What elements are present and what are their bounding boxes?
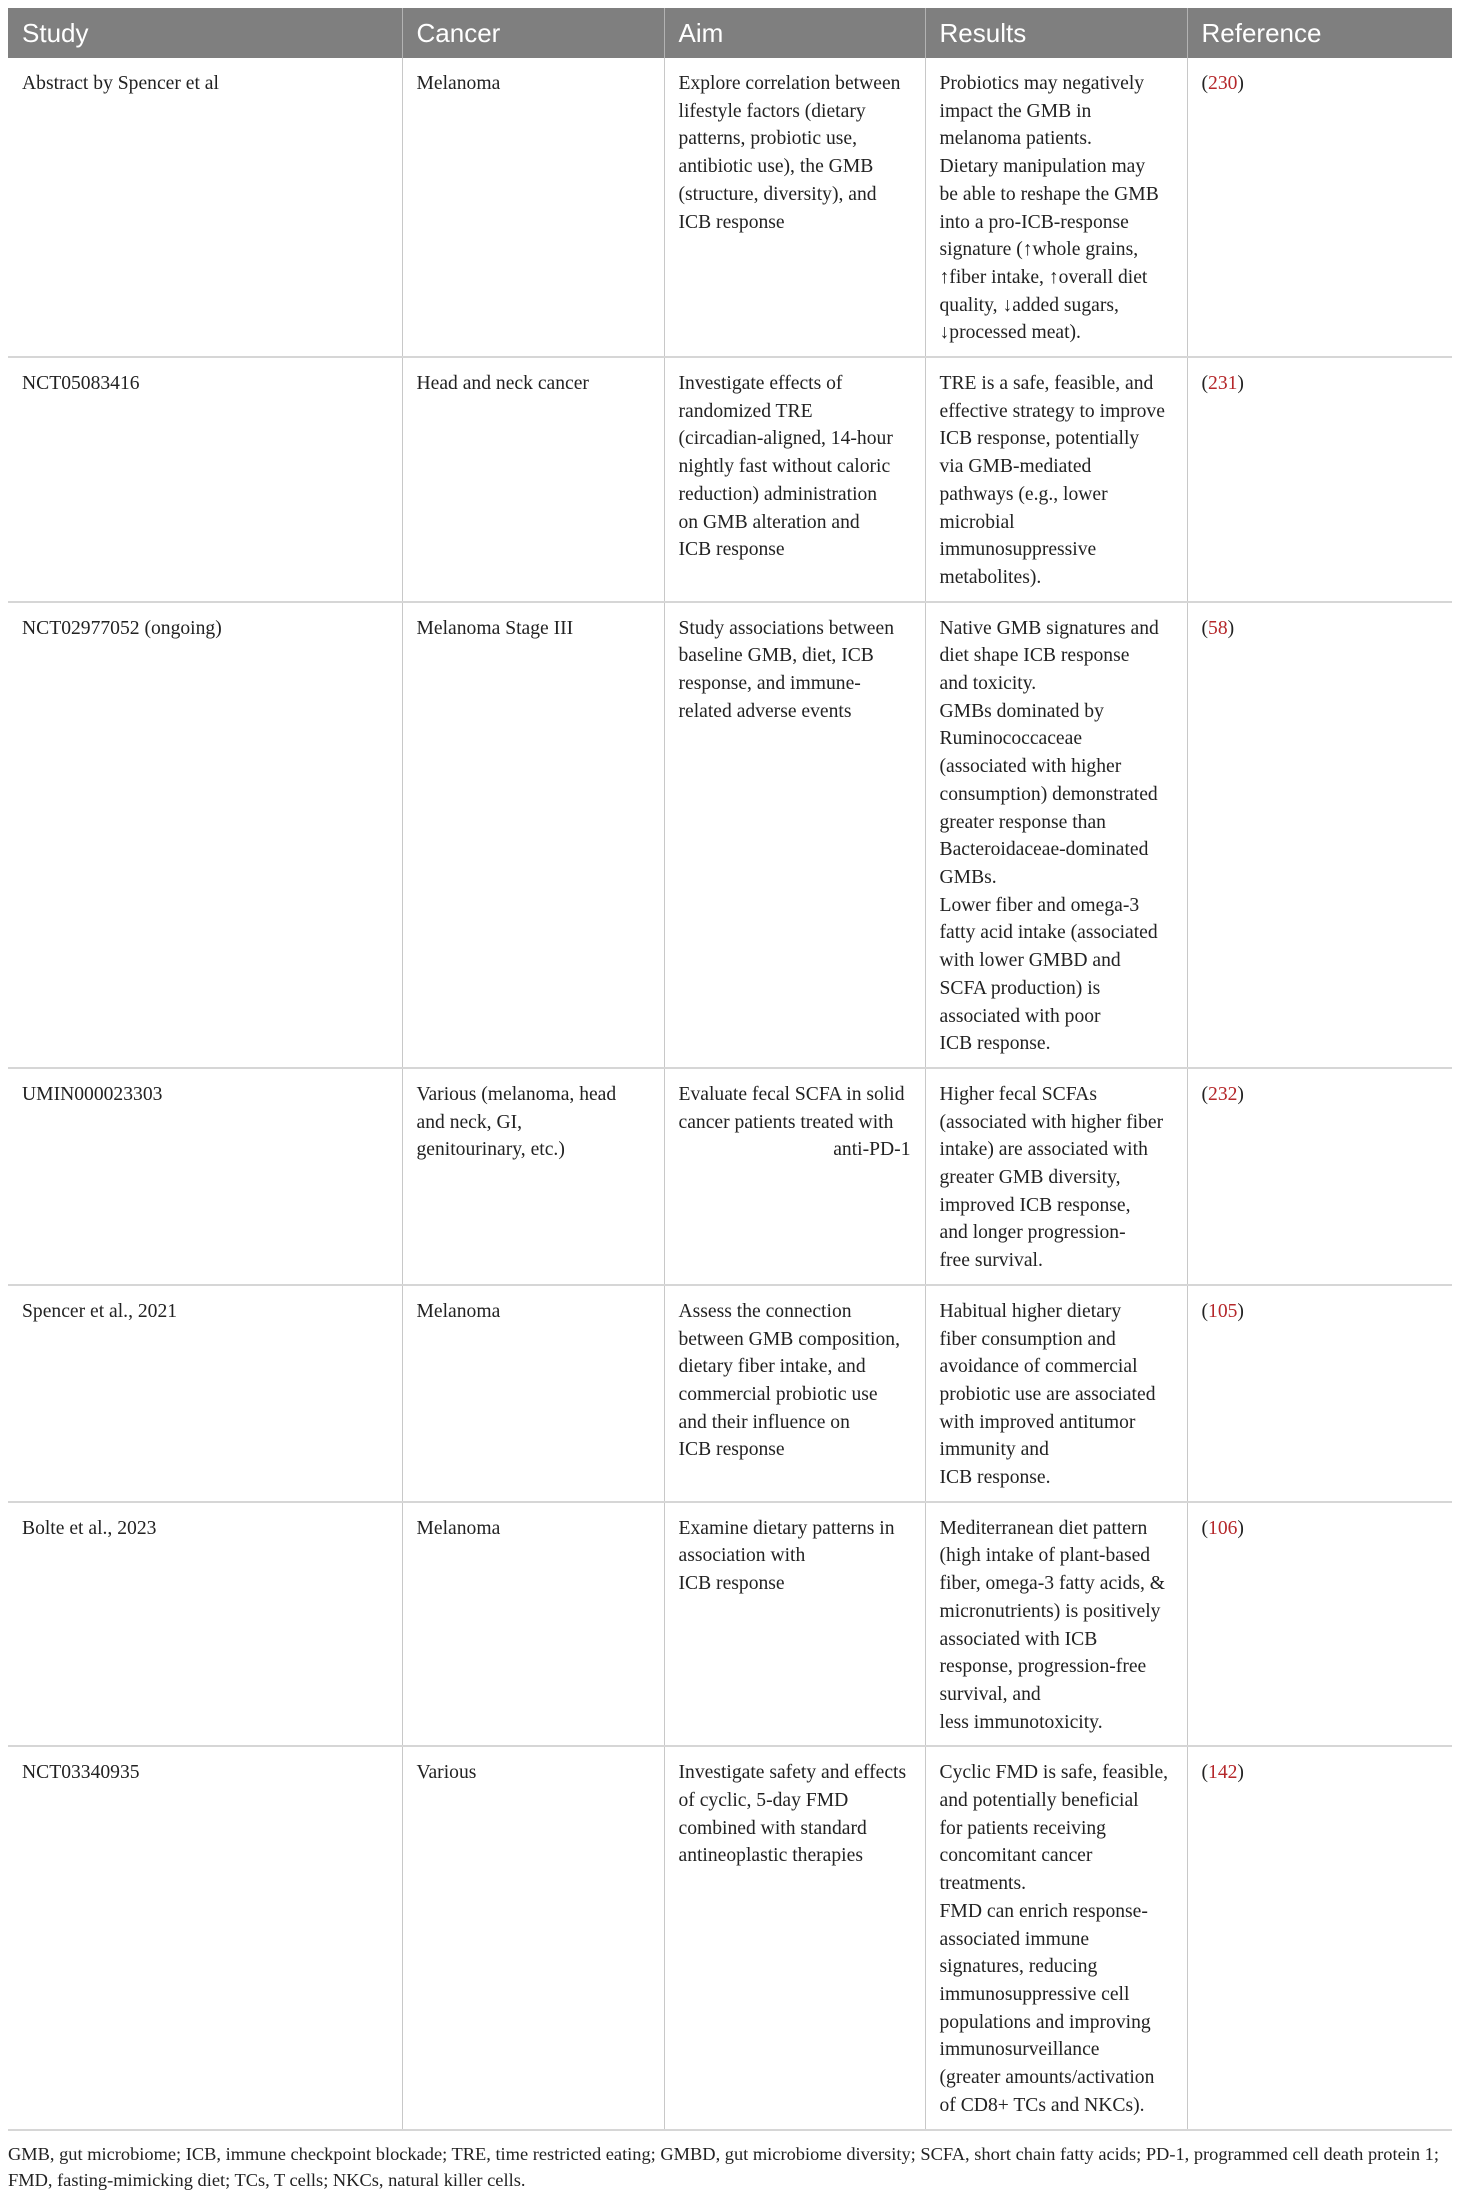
cell-results (925, 58, 1187, 357)
aim-line: on GMB alteration and (678, 511, 860, 533)
results-line: ICB response. (939, 1033, 1051, 1055)
results-line: pathways (e.g., lower (939, 483, 1108, 505)
cancer-line: genitourinary, etc.) (416, 1139, 565, 1161)
cell-cancer (402, 1502, 664, 1747)
results-line: Probiotics may negatively (939, 73, 1145, 94)
results-line: impact the GMB in (939, 100, 1092, 122)
aim-line: antineoplastic therapies (678, 1845, 863, 1867)
results-line: treatments. (939, 1873, 1027, 1895)
results-line: avoidance of commercial (939, 1356, 1138, 1378)
cancer-line: Various (melanoma, head (416, 1083, 617, 1105)
results-line: quality, ↓added sugars, (939, 294, 1119, 316)
results-line: micronutrients) is positively (939, 1600, 1161, 1622)
aim-line: Assess the connection (678, 1300, 852, 1322)
aim-line: of cyclic, 5-day FMD (678, 1790, 849, 1812)
results-line: ↑fiber intake, ↑overall diet (939, 266, 1148, 288)
results-line: metabolites). (939, 566, 1042, 588)
reference-close-paren: ) (1237, 1517, 1244, 1539)
cell-aim (664, 1068, 925, 1285)
results-line: free survival. (939, 1250, 1043, 1272)
cell-results (925, 1285, 1187, 1502)
reference-open-paren: ( (1201, 1300, 1209, 1322)
results-line: diet shape ICB response (939, 645, 1130, 667)
results-line: associated immune (939, 1928, 1090, 1950)
results-line: of CD8+ TCs and NKCs). (939, 2094, 1145, 2116)
results-line: TRE is a safe, feasible, and (939, 373, 1154, 395)
cell-aim (664, 357, 925, 602)
results-line: Bacteroidaceae-dominated (939, 839, 1149, 861)
reference-open-paren: ( (1201, 617, 1209, 639)
results-line: immunosuppressive cell (939, 1984, 1130, 2005)
cell-results (925, 357, 1187, 602)
table-row (8, 1068, 1452, 1285)
results-line: Native GMB signatures and (939, 617, 1159, 639)
results-line: less immunotoxicity. (939, 1711, 1103, 1733)
aim-line: (circadian-aligned, 14-hour (678, 428, 893, 450)
results-line: signature (↑whole grains, (939, 239, 1139, 261)
cell-study: Spencer et al., 2021 (8, 1285, 402, 1502)
aim-line: ICB response (678, 1439, 785, 1461)
footnote-line: GMB, gut microbiome; ICB, immune checkpoint blockade; TRE, time restricted eating; GMBD, gut microbiome diversity; SCFA, short chain fatty acids; PD-1, programmed cell death protein 1; (8, 2143, 1439, 2164)
results-line: (associated with higher fiber (939, 1111, 1164, 1133)
cell-study: Bolte et al., 2023 (8, 1502, 402, 1747)
cell-reference (1187, 58, 1452, 357)
results-line: Dietary manipulation may (939, 156, 1146, 178)
reference-open-paren: ( (1201, 1083, 1209, 1105)
aim-line: ICB response (678, 211, 785, 233)
results-line: and potentially beneficial (939, 1790, 1139, 1812)
results-line: immunosuppressive (939, 539, 1097, 561)
aim-line: Explore correlation between (678, 73, 901, 94)
results-line: associated with ICB (939, 1628, 1098, 1650)
table-footnote (8, 2141, 1452, 2193)
table-row (8, 58, 1452, 357)
results-line: probiotic use are associated (939, 1383, 1156, 1405)
cell-study: Abstract by Spencer et al (8, 58, 402, 357)
aim-line: lifestyle factors (dietary (678, 100, 866, 122)
aim-line: (structure, diversity), and (678, 183, 877, 205)
aim-line: Study associations between (678, 617, 894, 639)
cell-reference (1187, 1285, 1452, 1502)
aim-line: ICB response (678, 539, 785, 561)
reference-close-paren: ) (1237, 1300, 1244, 1322)
header-row (8, 8, 1452, 58)
aim-line: response, and immune- (678, 673, 861, 695)
header-aim: Aim (664, 8, 925, 58)
header-cancer: Cancer (402, 8, 664, 58)
cell-cancer (402, 58, 664, 357)
aim-line: randomized TRE (678, 400, 813, 422)
cell-reference (1187, 602, 1452, 1068)
results-line: melanoma patients. (939, 128, 1092, 150)
cell-aim (664, 602, 925, 1068)
results-line: Habitual higher dietary (939, 1300, 1122, 1322)
cancer-line: Melanoma Stage III (416, 617, 574, 639)
cell-study: UMIN000023303 (8, 1068, 402, 1285)
results-line: fiber, omega-3 fatty acids, & (939, 1573, 1166, 1595)
results-line: intake) are associated with (939, 1139, 1148, 1161)
results-line: FMD can enrich response- (939, 1900, 1148, 1922)
results-line: GMBs. (939, 866, 997, 888)
aim-line: between GMB composition, (678, 1328, 900, 1350)
cancer-line: Melanoma (416, 1517, 501, 1539)
cell-study: NCT03340935 (8, 1746, 402, 2129)
results-line: Cyclic FMD is safe, feasible, (939, 1762, 1169, 1784)
results-line: populations and improving (939, 2011, 1151, 2033)
results-line: ↓processed meat). (939, 322, 1081, 344)
reference-close-paren: ) (1227, 617, 1235, 639)
cell-results (925, 1746, 1187, 2129)
results-line: ICB response, potentially (939, 428, 1140, 450)
results-line: (greater amounts/activation (939, 2067, 1155, 2089)
aim-line: antibiotic use), the GMB (678, 156, 874, 178)
cell-aim (664, 1285, 925, 1502)
results-line: (associated with higher (939, 756, 1122, 778)
reference-close-paren: ) (1237, 73, 1244, 94)
cell-study: NCT05083416 (8, 357, 402, 602)
reference-close-paren: ) (1237, 1762, 1244, 1784)
aim-line: reduction) administration (678, 483, 878, 505)
cell-reference (1187, 357, 1452, 602)
results-line: response, progression-free (939, 1656, 1147, 1678)
cell-cancer (402, 1285, 664, 1502)
header-reference: Reference (1187, 8, 1452, 58)
results-line: survival, and (939, 1683, 1041, 1705)
reference-link[interactable]: 232 (1208, 1083, 1238, 1105)
cell-cancer (402, 357, 664, 602)
aim-line: cancer patients treated with (678, 1111, 894, 1133)
aim-line: patterns, probiotic use, (678, 128, 857, 150)
study-table (8, 8, 1452, 2131)
reference-open-paren: ( (1201, 1517, 1209, 1539)
aim-line: and their influence on (678, 1411, 850, 1433)
cell-reference (1187, 1502, 1452, 1747)
reference-close-paren: ) (1237, 373, 1244, 395)
cell-reference (1187, 1068, 1452, 1285)
header-study: Study (8, 8, 402, 58)
aim-line: association with (678, 1545, 806, 1567)
reference-link[interactable]: 58 (1208, 617, 1228, 639)
cell-aim (664, 58, 925, 357)
cancer-line: and neck, GI, (416, 1111, 523, 1133)
results-line: greater response than (939, 811, 1106, 833)
results-line: with improved antitumor (939, 1411, 1136, 1433)
aim-line: Investigate effects of (678, 373, 843, 395)
cell-results (925, 602, 1187, 1068)
cell-cancer (402, 1746, 664, 2129)
cell-aim (664, 1746, 925, 2129)
table-row (8, 357, 1452, 602)
aim-line: anti-PD-1 (833, 1139, 911, 1161)
aim-line: nightly fast without caloric (678, 456, 891, 478)
cancer-line: Melanoma (416, 73, 501, 94)
results-line: microbial (939, 511, 1015, 533)
reference-link[interactable]: 105 (1208, 1300, 1238, 1322)
aim-line: dietary fiber intake, and (678, 1356, 866, 1378)
results-line: (high intake of plant-based (939, 1545, 1151, 1567)
results-line: concomitant cancer (939, 1845, 1093, 1867)
reference-link[interactable]: 106 (1208, 1517, 1238, 1539)
cancer-line: Melanoma (416, 1300, 501, 1322)
reference-link[interactable]: 230 (1208, 73, 1238, 94)
results-line: with lower GMBD and (939, 950, 1121, 972)
aim-line: commercial probiotic use (678, 1383, 878, 1405)
aim-line: related adverse events (678, 700, 852, 722)
reference-close-paren: ) (1237, 1083, 1244, 1105)
results-line: Lower fiber and omega-3 (939, 894, 1140, 916)
cell-results (925, 1068, 1187, 1285)
cell-reference (1187, 1746, 1452, 2129)
results-line: into a pro-ICB-response (939, 211, 1129, 233)
aim-line: ICB response (678, 1573, 785, 1595)
cell-results (925, 1502, 1187, 1747)
results-line: immunosurveillance (939, 2039, 1100, 2061)
results-line: associated with poor (939, 1005, 1101, 1027)
results-line: via GMB-mediated (939, 456, 1092, 478)
table-row (8, 1502, 1452, 1747)
reference-open-paren: ( (1201, 73, 1209, 94)
cell-aim (664, 1502, 925, 1747)
header-results: Results (925, 8, 1187, 58)
aim-line: baseline GMB, diet, ICB (678, 645, 874, 667)
results-line: effective strategy to improve (939, 400, 1165, 422)
reference-link[interactable]: 231 (1208, 373, 1238, 395)
cell-study: NCT02977052 (ongoing) (8, 602, 402, 1068)
results-line: fatty acid intake (associated (939, 922, 1158, 944)
results-line: Mediterranean diet pattern (939, 1517, 1148, 1539)
cell-cancer (402, 602, 664, 1068)
results-line: SCFA production) is (939, 977, 1101, 999)
results-line: improved ICB response, (939, 1194, 1131, 1216)
results-line: and toxicity. (939, 673, 1037, 695)
table-body (8, 58, 1452, 2130)
aim-line: combined with standard (678, 1817, 867, 1839)
results-line: ICB response. (939, 1467, 1051, 1489)
results-line: greater GMB diversity, (939, 1167, 1121, 1189)
aim-line: Examine dietary patterns in (678, 1517, 895, 1539)
results-line: and longer progression- (939, 1222, 1126, 1244)
aim-line: Evaluate fecal SCFA in solid (678, 1083, 905, 1105)
results-line: fiber consumption and (939, 1328, 1116, 1350)
aim-line: Investigate safety and effects (678, 1762, 907, 1784)
table-row (8, 1746, 1452, 2129)
reference-link[interactable]: 142 (1208, 1762, 1238, 1784)
footnote-line: FMD, fasting-mimicking diet; TCs, T cells; NKCs, natural killer cells. (8, 2169, 526, 2190)
reference-open-paren: ( (1201, 373, 1209, 395)
results-line: GMBs dominated by (939, 700, 1104, 722)
results-line: for patients receiving (939, 1817, 1106, 1839)
table-row (8, 1285, 1452, 1502)
cell-cancer (402, 1068, 664, 1285)
table-row (8, 602, 1452, 1068)
table-container (8, 8, 1452, 2193)
results-line: consumption) demonstrated (939, 783, 1158, 805)
reference-open-paren: ( (1201, 1762, 1209, 1784)
results-line: immunity and (939, 1439, 1049, 1461)
cancer-line: Head and neck cancer (416, 373, 589, 395)
cancer-line: Various (416, 1762, 477, 1784)
results-line: Higher fecal SCFAs (939, 1083, 1097, 1105)
results-line: Ruminococcaceae (939, 728, 1083, 750)
results-line: signatures, reducing (939, 1956, 1098, 1978)
results-line: be able to reshape the GMB (939, 183, 1159, 205)
